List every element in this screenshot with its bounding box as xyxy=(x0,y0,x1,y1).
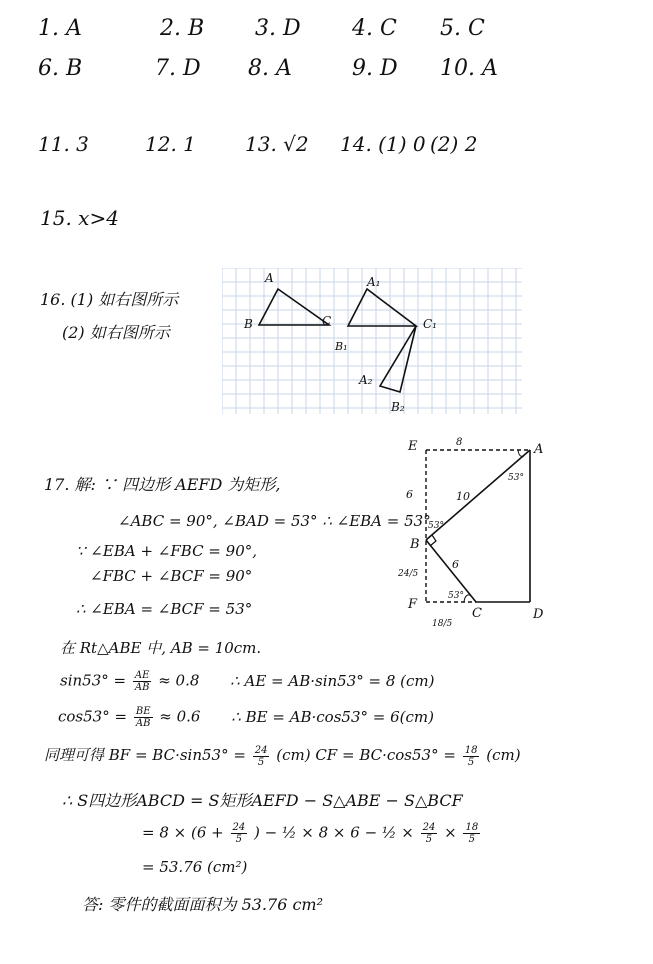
sin-result: ∴ AE = AB·sin53° = 8 (cm) xyxy=(230,671,435,690)
len-ab: 10 xyxy=(456,490,470,503)
cos-fraction xyxy=(134,706,153,729)
same-lhs: 同理可得 BF = BC·sin53° = xyxy=(44,746,246,764)
same-f2-num: 18 xyxy=(464,744,478,756)
same-mid: (cm) CF = BC·cos53° = xyxy=(276,746,456,764)
q17-line6: 在 Rt△ABE 中, AB = 10cm. xyxy=(60,639,262,657)
answer-8: 8. A xyxy=(248,56,292,81)
calc-fraction-1 xyxy=(231,822,248,845)
label-b2: B₂ xyxy=(391,400,405,414)
answer-3: 3. D xyxy=(255,16,301,41)
arc-c xyxy=(464,595,470,602)
same-fraction-2 xyxy=(463,745,480,768)
same-f1-den: 5 xyxy=(257,756,265,768)
q16-line2: (2) 如右图所示 xyxy=(62,323,170,342)
calc-f3-num: 18 xyxy=(465,822,479,833)
answer-14-1: 14. (1) 0 xyxy=(340,132,426,156)
len-fc: 18/5 xyxy=(432,619,453,629)
answer-6: 6. B xyxy=(38,56,83,81)
same-fraction-1 xyxy=(253,745,270,768)
len-bf: 24/5 xyxy=(398,569,419,579)
len-eb: 6 xyxy=(406,488,413,501)
cos-result: ∴ BE = AB·cos53° = 6(cm) xyxy=(231,707,434,726)
label-a1: A₁ xyxy=(367,275,381,289)
q17-calc-line xyxy=(142,822,482,845)
answer-1: 1. A xyxy=(38,16,82,41)
answer-2: 2. B xyxy=(160,16,205,41)
label-c1: C₁ xyxy=(423,317,437,331)
answer-10: 10. A xyxy=(440,56,498,81)
sin-fraction xyxy=(133,670,152,693)
calc-f2-den: 5 xyxy=(425,834,433,845)
answer-4: 4. C xyxy=(352,16,397,41)
calc-fraction-3 xyxy=(463,822,480,845)
sin-lhs: sin53° = xyxy=(60,671,127,690)
sin-den: AB xyxy=(134,682,150,693)
q17-line3: ∵ ∠EBA + ∠FBC = 90°, xyxy=(76,542,258,560)
label-a: A xyxy=(265,271,274,285)
q17-sin-line xyxy=(60,670,434,693)
label-b: B xyxy=(244,317,253,331)
label-a2: A₂ xyxy=(359,373,373,387)
angle-b: 53° xyxy=(428,521,444,531)
same-f2-den: 5 xyxy=(467,756,475,768)
label-b1: B₁ xyxy=(335,340,348,353)
calc-f1-num: 24 xyxy=(232,822,246,833)
len-ea: 8 xyxy=(456,437,463,448)
answer-14-2: (2) 2 xyxy=(430,132,478,156)
cos-num: BE xyxy=(135,706,151,717)
cos-rhs: ≈ 0.6 xyxy=(159,707,201,726)
sin-rhs: ≈ 0.8 xyxy=(158,671,200,690)
calc-c: × xyxy=(444,823,457,842)
label-e: E xyxy=(408,439,418,454)
triangle-a1b1c1 xyxy=(348,289,416,326)
len-bc: 6 xyxy=(452,558,459,571)
triangle-abc xyxy=(259,289,329,325)
triangle-a2b2c2-lines xyxy=(380,326,416,392)
answer-13: 13. √2 xyxy=(245,132,309,156)
q17-line5: ∴ ∠EBA = ∠BCF = 53° xyxy=(76,600,253,618)
answer-5: 5. C xyxy=(440,16,485,41)
answer-11: 11. 3 xyxy=(38,132,89,156)
same-end: (cm) xyxy=(486,746,521,764)
same-f1-num: 24 xyxy=(254,744,268,756)
q17-same-line xyxy=(44,744,521,768)
calc-fraction-2 xyxy=(421,822,438,845)
q17-cos-line xyxy=(58,706,434,729)
calc-b: ) − ½ × 8 × 6 − ½ × xyxy=(254,823,414,842)
label-c: C xyxy=(322,314,332,328)
answer-15: 15. x>4 xyxy=(40,206,119,230)
answer-7: 7. D xyxy=(155,56,201,81)
angle-a: 53° xyxy=(508,473,524,483)
calc-f2-num: 24 xyxy=(422,822,436,833)
label-f: F xyxy=(408,597,418,612)
cos-lhs: cos53° = xyxy=(58,707,128,726)
q17-line4: ∠FBC + ∠BCF = 90° xyxy=(90,567,253,585)
q17-area-formula: ∴ S四边形ABCD = S矩形AEFD − S△ABE − S△BCF xyxy=(62,791,463,810)
q17-final-answer: 答: 零件的截面面积为 53.76 cm² xyxy=(82,895,324,914)
q17-diagram xyxy=(398,436,558,632)
label-b: B xyxy=(410,537,420,552)
calc-f1-den: 5 xyxy=(235,834,243,845)
cos-den: AB xyxy=(135,718,151,729)
calc-f3-den: 5 xyxy=(468,834,475,845)
q16-grid-figure xyxy=(222,268,522,414)
sin-num: AE xyxy=(134,670,150,681)
label-a: A xyxy=(534,442,544,457)
calc-a: = 8 × (6 + xyxy=(142,823,224,842)
q17-line2: ∠ABC = 90°, ∠BAD = 53° ∴ ∠EBA = 53° xyxy=(118,512,431,530)
q17-line1: 17. 解: ∵ 四边形 AEFD 为矩形, xyxy=(44,475,281,494)
answer-9: 9. D xyxy=(352,56,398,81)
q17-result: = 53.76 (cm²) xyxy=(142,858,248,876)
grid-lines xyxy=(222,268,522,414)
label-c: C xyxy=(472,606,482,621)
label-d: D xyxy=(533,607,544,622)
q16-line1: 16. (1) 如右图所示 xyxy=(40,290,179,309)
answer-12: 12. 1 xyxy=(145,132,196,156)
angle-c: 53° xyxy=(448,591,464,601)
